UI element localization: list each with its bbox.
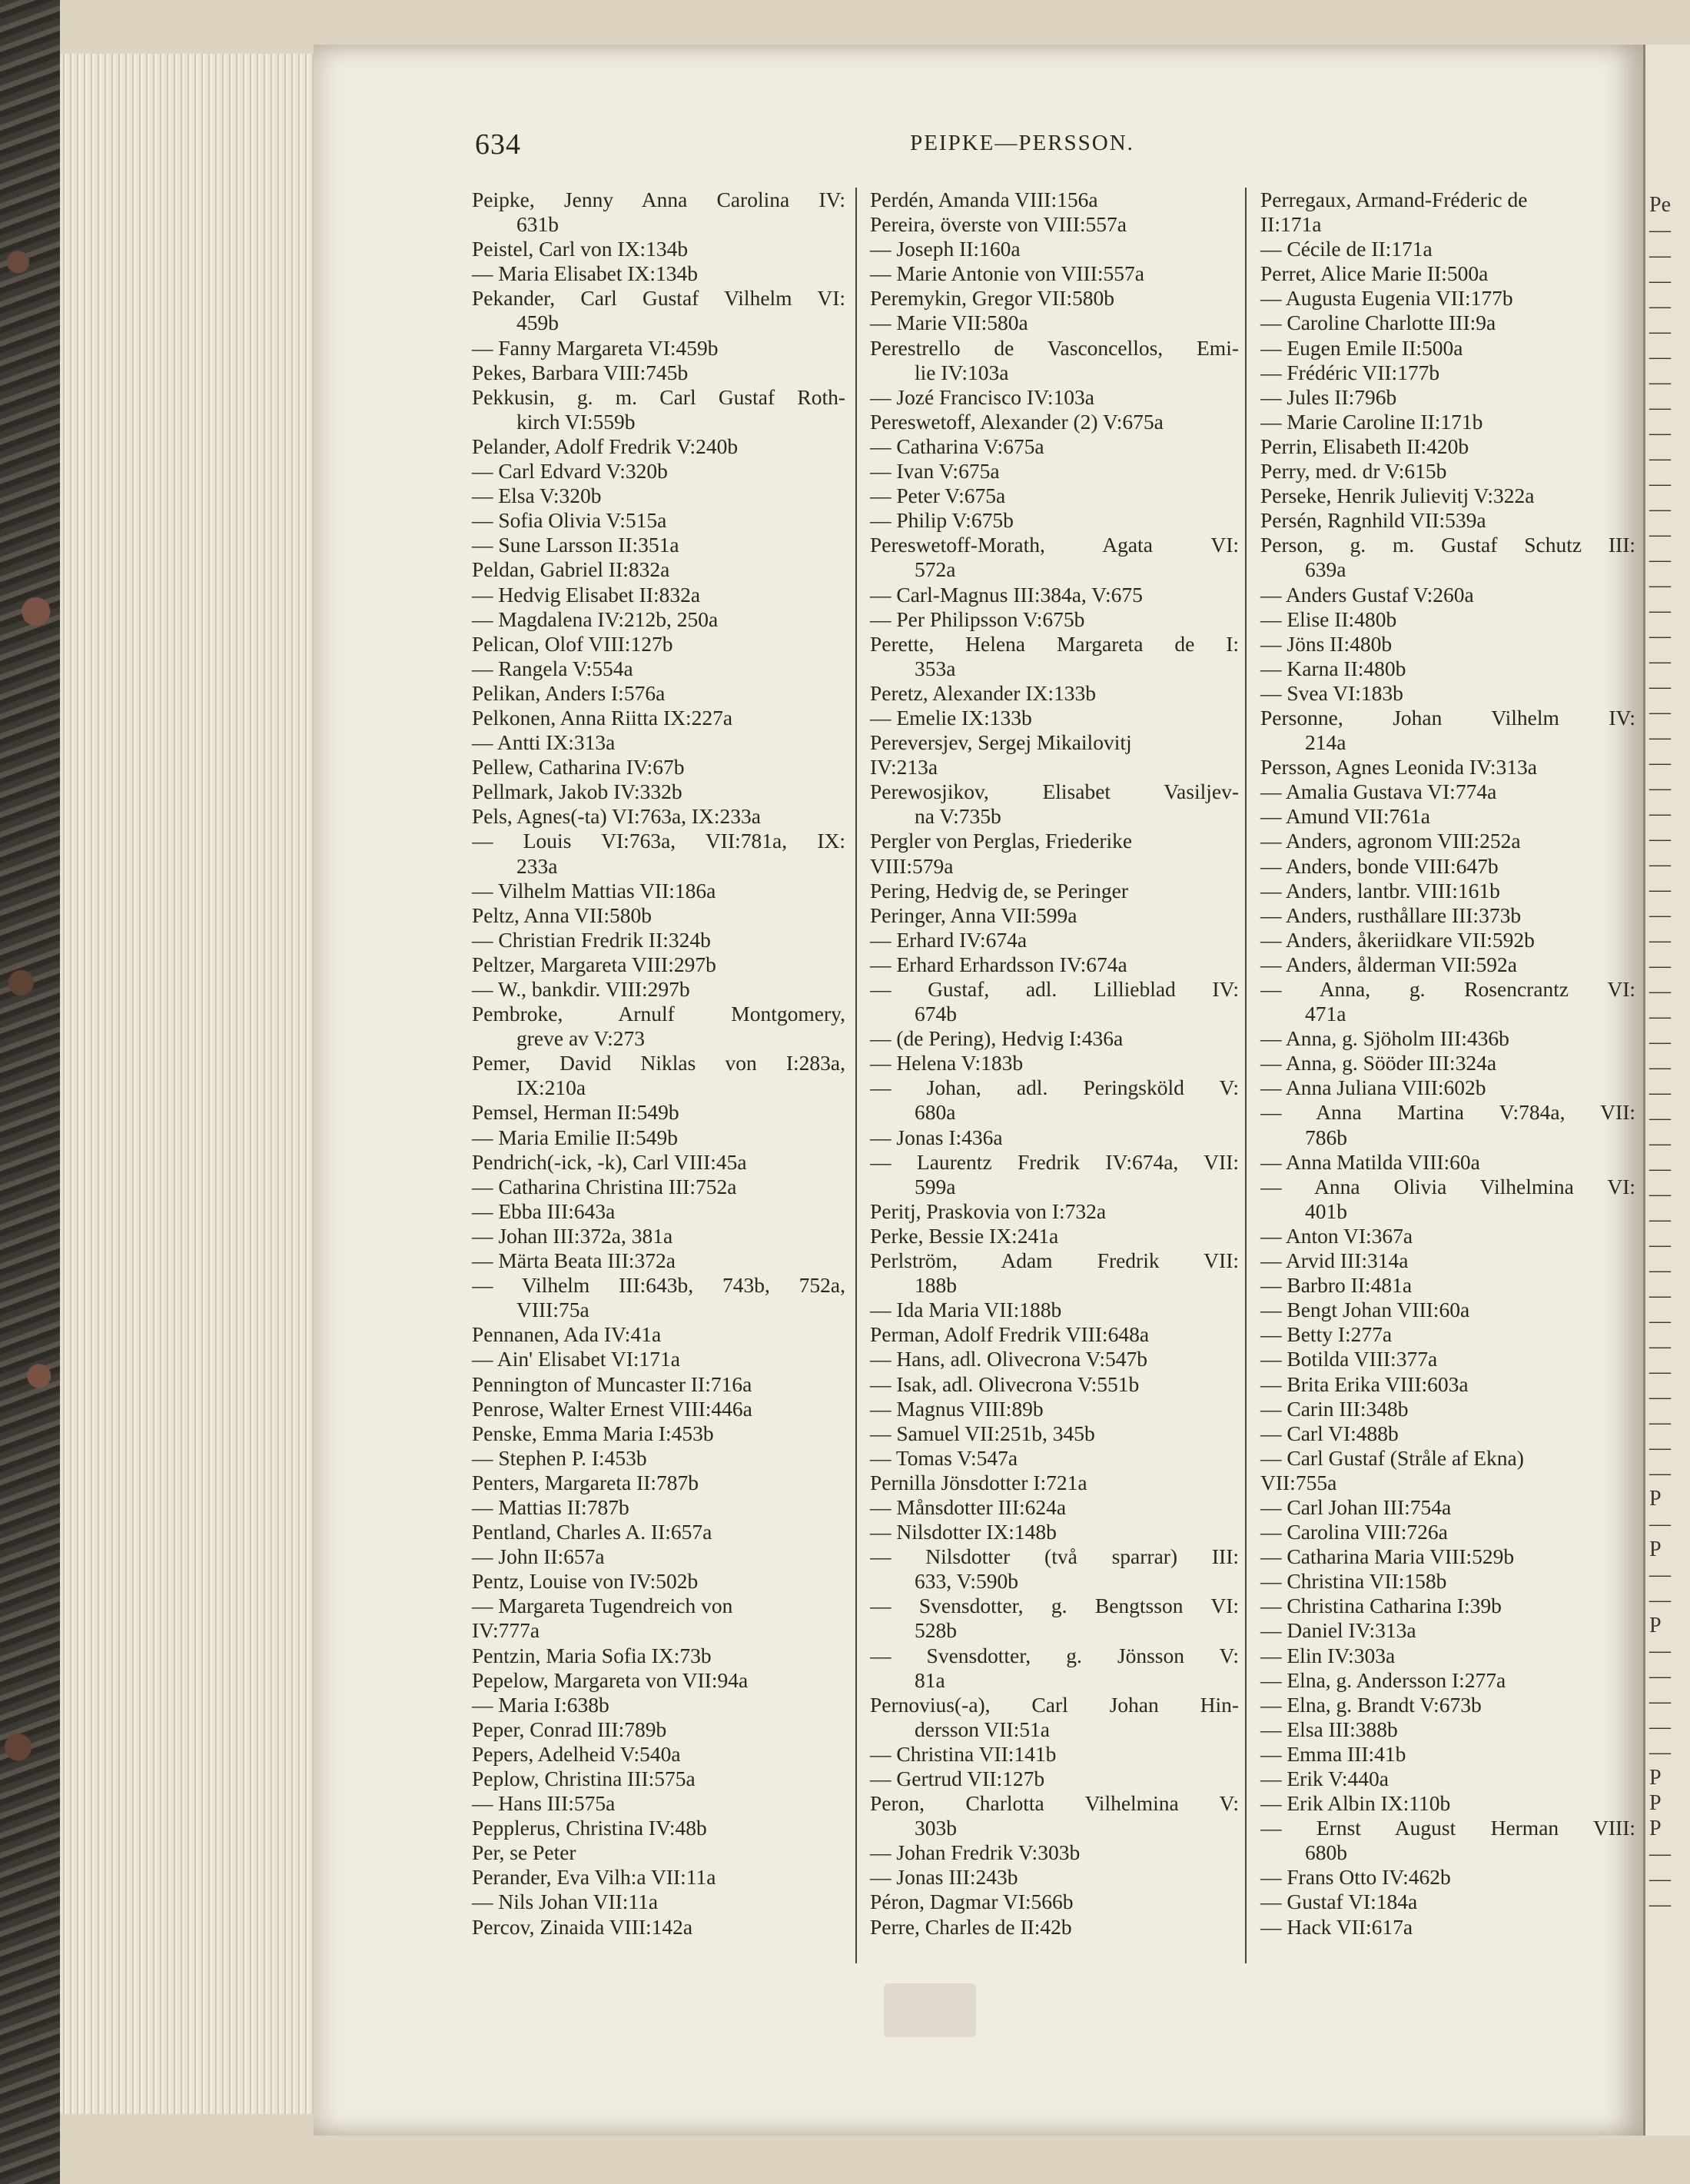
facing-page-fragment: — <box>1649 1563 1671 1587</box>
index-entry-line: — Louis VI:763a, VII:781a, IX: <box>472 829 845 853</box>
index-entry-line: 674b <box>915 1002 957 1026</box>
facing-page-fragment: — <box>1649 1664 1671 1688</box>
facing-page-fragment: — <box>1649 447 1671 470</box>
index-entry-line: Pellmark, Jakob IV:332b <box>472 780 682 804</box>
index-entry-line: — Elna, g. Brandt V:673b <box>1260 1692 1482 1717</box>
index-entry-line: Pekkusin, g. m. Carl Gustaf Roth- <box>472 384 845 409</box>
index-entry-line: Pereira, överste von VIII:557a <box>870 212 1127 237</box>
index-entry-line: — Carolina VIII:726a <box>1260 1520 1448 1544</box>
facing-page-fragment: — <box>1649 1055 1671 1079</box>
facing-page-fragment: — <box>1649 624 1671 648</box>
facing-page-fragment: — <box>1649 1258 1671 1282</box>
facing-page-fragment: — <box>1649 371 1671 394</box>
index-entry-line: Pentz, Louise von IV:502b <box>472 1569 699 1594</box>
index-entry-line: 633, V:590b <box>915 1569 1018 1594</box>
index-entry-line: — Maria Elisabet IX:134b <box>472 261 699 286</box>
index-entry-line: — Mattias II:787b <box>472 1494 629 1519</box>
index-entry-line: Peritj, Praskovia von I:732a <box>870 1198 1107 1223</box>
index-entry-line: Pepelow, Margareta von VII:94a <box>472 1667 749 1692</box>
index-entry-line: — Carl VI:488b <box>1260 1421 1399 1445</box>
index-entry-line: — Nilsdotter (två sparrar) III: <box>870 1544 1239 1569</box>
facing-page-fragment: — <box>1649 675 1671 699</box>
index-entry-line: Pelkonen, Anna Riitta IX:227a <box>472 705 733 730</box>
index-entry-line: Pernovius(-a), Carl Johan Hin- <box>870 1692 1239 1717</box>
index-entry-line: na V:735b <box>915 804 1001 829</box>
index-entry-line: — Emelie IX:133b <box>870 705 1032 730</box>
index-entry-line: — Anders, åkeriidkare VII:592b <box>1260 927 1535 952</box>
index-entry-line: — Christina VII:158b <box>1260 1569 1447 1594</box>
facing-page-fragment: P <box>1649 1487 1662 1511</box>
facing-page-fragment: — <box>1649 1182 1671 1206</box>
index-entry-line: — Carin III:348b <box>1260 1396 1409 1421</box>
facing-page-fragment: — <box>1649 700 1671 724</box>
index-entry-line: — Arvid III:314a <box>1260 1248 1409 1273</box>
index-entry-line: Peremykin, Gregor VII:580b <box>870 286 1114 311</box>
index-entry-line: Perke, Bessie IX:241a <box>870 1223 1059 1248</box>
facing-page-fragment: — <box>1649 573 1671 597</box>
index-entry-line: — Erik V:440a <box>1260 1767 1390 1790</box>
index-entry-line: 188b <box>915 1273 957 1298</box>
index-entry-line: — Jonas I:436a <box>870 1125 1003 1149</box>
index-entry-line: 401b <box>1305 1198 1347 1223</box>
index-entry-line: — Anna, g. Sjöholm III:436b <box>1260 1026 1509 1051</box>
index-entry-line: Peistel, Carl von IX:134b <box>472 237 689 261</box>
index-entry-line: Pentzin, Maria Sofia IX:73b <box>472 1643 712 1667</box>
index-entry-line: — Sofia Olivia V:515a <box>472 508 667 533</box>
index-entry-line: Persén, Ragnhild VII:539a <box>1260 508 1486 533</box>
index-entry-line: — (de Pering), Hedvig I:436a <box>870 1026 1124 1051</box>
index-entry-line: Peltzer, Margareta VIII:297b <box>472 952 716 976</box>
facing-page-fragment: — <box>1649 421 1671 445</box>
index-entry-line: — Erik Albin IX:110b <box>1260 1791 1451 1816</box>
facing-page-fragment: — <box>1649 1867 1671 1891</box>
index-entry-line: greve av V:273 <box>516 1026 645 1051</box>
facing-page-fragment: P <box>1649 1537 1662 1561</box>
facing-page-fragment: — <box>1649 1132 1671 1155</box>
index-entry-line: Perestrello de Vasconcellos, Emi- <box>870 335 1239 360</box>
facing-page-fragment: — <box>1649 345 1671 369</box>
column-divider-1 <box>855 188 857 1963</box>
index-entry-line: — Catharina Maria VIII:529b <box>1260 1544 1515 1569</box>
facing-page-fragment: — <box>1649 1411 1671 1434</box>
index-entry-line: Pemsel, Herman II:549b <box>472 1100 679 1125</box>
index-entry-line: — Catharina V:675a <box>870 434 1044 458</box>
index-entry-line: 572a <box>915 557 956 582</box>
index-entry-line: — Elsa III:388b <box>1260 1717 1398 1741</box>
index-entry-line: VIII:579a <box>870 853 954 878</box>
index-entry-line: — Svea VI:183b <box>1260 680 1403 705</box>
index-entry-line: — Frédéric VII:177b <box>1260 360 1440 384</box>
index-entry-line: 81a <box>915 1667 945 1692</box>
index-entry-line: — Maria Emilie II:549b <box>472 1125 679 1149</box>
index-entry-line: — Amalia Gustava VI:774a <box>1260 780 1497 804</box>
index-entry-line: Pennington of Muncaster II:716a <box>472 1371 752 1396</box>
index-entry-line: IV:777a <box>472 1618 540 1643</box>
index-entry-line: Pemer, David Niklas von I:283a, <box>472 1051 845 1075</box>
index-entry-line: Peringer, Anna VII:599a <box>870 903 1077 927</box>
facing-page-fragment: P <box>1649 1791 1662 1815</box>
index-entry-line: — Vilhelm Mattias VII:186a <box>472 878 716 903</box>
index-entry-line: VIII:75a <box>516 1298 589 1322</box>
index-entry-line: — Daniel IV:313a <box>1260 1618 1416 1643</box>
index-entry-line: — Samuel VII:251b, 345b <box>870 1421 1095 1445</box>
index-entry-line: — Hans, adl. Olivecrona V:547b <box>870 1347 1147 1371</box>
index-entry-line: — Anna Matilda VIII:60a <box>1260 1149 1480 1174</box>
index-column-1 <box>472 188 845 1940</box>
index-entry-line: — Magnus VIII:89b <box>870 1396 1044 1421</box>
index-entry-line: — Jules II:796b <box>1260 384 1397 409</box>
index-entry-line: Pentland, Charles A. II:657a <box>472 1520 712 1544</box>
index-entry-line: — Vilhelm III:643b, 743b, 752a, <box>472 1273 845 1298</box>
index-entry-line: — Elise II:480b <box>1260 607 1397 631</box>
facing-page-fragment: — <box>1649 548 1671 572</box>
facing-page-fragment: — <box>1649 1335 1671 1358</box>
index-entry-line: — Anders, rusthållare III:373b <box>1260 903 1522 927</box>
facing-page-fragment: — <box>1649 472 1671 496</box>
facing-page-fragment: — <box>1649 1715 1671 1739</box>
facing-page-fragment: — <box>1649 878 1671 902</box>
index-entry-line: — Anders, ålderman VII:592a <box>1260 952 1517 976</box>
index-entry-line: Pereversjev, Sergej Mikailovitj <box>870 730 1132 755</box>
facing-page-fragment: — <box>1649 802 1671 826</box>
facing-page-fragment: Pe <box>1649 193 1671 217</box>
index-entry-line: 599a <box>915 1174 956 1198</box>
index-entry-line: — Carl Johan III:754a <box>1260 1494 1452 1519</box>
index-entry-line: — Elna, g. Andersson I:277a <box>1260 1667 1506 1692</box>
index-entry-line: — Carl Edvard V:320b <box>472 459 668 484</box>
index-entry-line: — Marie Caroline II:171b <box>1260 409 1483 434</box>
index-entry-line: 214a <box>1305 730 1346 755</box>
index-entry-line: — Joseph II:160a <box>870 237 1021 261</box>
index-entry-line: Peron, Charlotta Vilhelmina V: <box>870 1791 1239 1816</box>
index-column-3 <box>1260 188 1635 1940</box>
index-entry-line: — Catharina Christina III:752a <box>472 1174 737 1198</box>
index-entry-line: — Rangela V:554a <box>472 656 633 680</box>
index-entry-line: Péron, Dagmar VI:566b <box>870 1890 1074 1914</box>
index-entry-line: — Marie VII:580a <box>870 311 1028 335</box>
index-entry-line: — Isak, adl. Olivecrona V:551b <box>870 1371 1140 1396</box>
facing-page-fragment: — <box>1649 396 1671 420</box>
index-entry-line: Peper, Conrad III:789b <box>472 1717 667 1741</box>
index-entry-line: Penters, Margareta II:787b <box>472 1470 699 1494</box>
facing-page-fragment: — <box>1649 1233 1671 1257</box>
index-entry-line: — Ida Maria VII:188b <box>870 1298 1062 1322</box>
index-entry-line: Perewosjikov, Elisabet Vasiljev- <box>870 780 1239 804</box>
facing-page-fragment: — <box>1649 1360 1671 1384</box>
index-entry-line: Perregaux, Armand-Fréderic de <box>1260 188 1528 211</box>
index-entry-line: Pergler von Perglas, Friederike <box>870 829 1133 853</box>
index-entry-line: 680a <box>915 1100 956 1125</box>
index-entry-line: Perre, Charles de II:42b <box>870 1914 1072 1939</box>
index-entry-line: — Gustaf, adl. Lillieblad IV: <box>870 977 1239 1001</box>
facing-page-fragment: — <box>1649 294 1671 318</box>
index-entry-line: — Christina VII:141b <box>870 1741 1057 1766</box>
index-entry-line: Perrin, Elisabeth II:420b <box>1260 434 1469 458</box>
index-entry-line: Peplow, Christina III:575a <box>472 1767 696 1790</box>
index-entry-line: — Johan III:372a, 381a <box>472 1223 673 1248</box>
index-entry-line: — Nilsdotter IX:148b <box>870 1520 1057 1544</box>
index-entry-line: Pelican, Olof VIII:127b <box>472 631 673 656</box>
index-entry-line: Peldan, Gabriel II:832a <box>472 557 670 582</box>
facing-page-fragment: — <box>1649 929 1671 952</box>
index-entry-line: — Helena V:183b <box>870 1051 1024 1075</box>
index-entry-line: IX:210a <box>516 1075 586 1100</box>
index-entry-line: — Månsdotter III:624a <box>870 1494 1067 1519</box>
index-entry-line: — Peter V:675a <box>870 484 1006 508</box>
index-entry-line: — Johan, adl. Peringsköld V: <box>870 1075 1239 1100</box>
facing-page-fragment: — <box>1649 1005 1671 1029</box>
index-entry-line: Pepers, Adelheid V:540a <box>472 1741 681 1766</box>
index-entry-line: 303b <box>915 1816 957 1840</box>
index-entry-line: — Augusta Eugenia VII:177b <box>1260 286 1513 311</box>
index-entry-line: — Hack VII:617a <box>1260 1914 1413 1939</box>
index-entry-line: Personne, Johan Vilhelm IV: <box>1260 705 1635 730</box>
page-stack-edges <box>60 54 315 2114</box>
index-entry-line: — Ain' Elisabet VI:171a <box>472 1347 681 1371</box>
index-entry-line: — Märta Beata III:372a <box>472 1248 676 1273</box>
index-entry-line: — Philip V:675b <box>870 508 1014 533</box>
index-entry-line: — Anders, lantbr. VIII:161b <box>1260 878 1500 903</box>
index-entry-line: — Margareta Tugendreich von <box>472 1594 733 1618</box>
index-entry-line: 786b <box>1305 1125 1347 1149</box>
facing-page-fragment: — <box>1649 1690 1671 1714</box>
facing-page-fragment: — <box>1649 269 1671 293</box>
index-entry-line: — Per Philipsson V:675b <box>870 607 1085 631</box>
facing-page-text-strip <box>1649 192 1690 1917</box>
index-entry-line: — Antti IX:313a <box>472 730 616 755</box>
facing-page-fragment: P <box>1649 1766 1662 1790</box>
facing-page-fragment: — <box>1649 1309 1671 1333</box>
index-entry-line: Peretz, Alexander IX:133b <box>870 680 1097 705</box>
index-entry-line: Person, g. m. Gustaf Schutz III: <box>1260 533 1635 557</box>
index-entry-line: Pernilla Jönsdotter I:721a <box>870 1470 1087 1494</box>
index-entry-line: Penske, Emma Maria I:453b <box>472 1421 714 1445</box>
facing-page-fragment: — <box>1649 1081 1671 1105</box>
facing-page-fragment: P <box>1649 1614 1662 1637</box>
facing-page-fragment: — <box>1649 599 1671 623</box>
index-entry-line: — Ebba III:643a <box>472 1198 616 1223</box>
index-entry-line: — Sune Larsson II:351a <box>472 533 679 557</box>
facing-page-fragment: — <box>1649 827 1671 851</box>
index-entry-line: — Gertrud VII:127b <box>870 1767 1045 1790</box>
index-entry-line: Peipke, Jenny Anna Carolina IV: <box>472 188 845 211</box>
index-entry-line: — Elin IV:303a <box>1260 1643 1396 1667</box>
column-divider-2 <box>1245 188 1247 1963</box>
facing-page-fragment: — <box>1649 1893 1671 1916</box>
index-entry-line: — Jozé Francisco IV:103a <box>870 384 1094 409</box>
index-entry-line: — Fanny Margareta VI:459b <box>472 335 719 360</box>
index-entry-line: 528b <box>915 1618 957 1643</box>
index-entry-line: — John II:657a <box>472 1544 605 1569</box>
index-entry-line: Pekander, Carl Gustaf Vilhelm VI: <box>472 286 845 311</box>
facing-page-fragment: — <box>1649 751 1671 775</box>
facing-page-fragment: — <box>1649 1461 1671 1485</box>
index-entry-line: Perdén, Amanda VIII:156a <box>870 188 1098 211</box>
facing-page-fragment: — <box>1649 1740 1671 1764</box>
index-entry-line: — Brita Erika VIII:603a <box>1260 1371 1469 1396</box>
facing-page-fragment: — <box>1649 726 1671 750</box>
index-entry-line: Pepplerus, Christina IV:48b <box>472 1816 707 1840</box>
facing-page-fragment: — <box>1649 1512 1671 1536</box>
index-entry-line: — Carl-Magnus III:384a, V:675 <box>870 582 1143 607</box>
index-entry-line: — Christian Fredrik II:324b <box>472 927 711 952</box>
index-entry-line: 639a <box>1305 557 1346 582</box>
index-entry-line: Pembroke, Arnulf Montgomery, <box>472 1002 845 1026</box>
index-entry-line: — Hans III:575a <box>472 1791 616 1816</box>
index-entry-line: — Amund VII:761a <box>1260 804 1431 829</box>
index-entry-line: — Betty I:277a <box>1260 1322 1393 1347</box>
index-entry-line: — Eugen Emile II:500a <box>1260 335 1463 360</box>
index-column-2 <box>870 188 1239 1940</box>
index-entry-line: — Ernst August Herman VIII: <box>1260 1816 1635 1840</box>
facing-page-fragment: P <box>1649 1817 1662 1840</box>
index-entry-line: — Johan Fredrik V:303b <box>870 1840 1081 1865</box>
index-entry-line: — Anna Juliana VIII:602b <box>1260 1075 1486 1100</box>
index-entry-line: — Anton VI:367a <box>1260 1223 1413 1248</box>
index-entry-line: — Caroline Charlotte III:9a <box>1260 311 1496 335</box>
index-entry-line: — Anna, g. Sööder III:324a <box>1260 1051 1497 1075</box>
index-entry-line: 233a <box>516 853 558 878</box>
index-entry-line: — Maria I:638b <box>472 1692 609 1717</box>
facing-page-fragment: — <box>1649 1030 1671 1054</box>
index-entry-line: — Anders Gustaf V:260a <box>1260 582 1474 607</box>
facing-page-fragment: — <box>1649 954 1671 978</box>
facing-page-fragment: — <box>1649 497 1671 521</box>
index-entry-line: — Carl Gustaf (Stråle af Ekna) <box>1260 1445 1524 1470</box>
facing-page-fragment: — <box>1649 853 1671 876</box>
index-entry-line: — Erhard Erhardsson IV:674a <box>870 952 1127 976</box>
index-entry-line: — Ivan V:675a <box>870 459 1000 484</box>
index-entry-line: Penrose, Walter Ernest VIII:446a <box>472 1396 752 1421</box>
index-entry-line: Pelikan, Anders I:576a <box>472 680 666 705</box>
index-entry-line: Per, se Peter <box>472 1840 576 1865</box>
index-entry-line: Perret, Alice Marie II:500a <box>1260 261 1489 286</box>
facing-page-fragment: — <box>1649 1842 1671 1866</box>
index-entry-line: Perseke, Henrik Julievitj V:322a <box>1260 484 1535 508</box>
index-entry-line: — Stephen P. I:453b <box>472 1445 647 1470</box>
index-entry-line: Pels, Agnes(-ta) VI:763a, IX:233a <box>472 804 762 829</box>
index-entry-line: 680b <box>1305 1840 1347 1865</box>
index-entry-line: — Svensdotter, g. Bengtsson VI: <box>870 1594 1239 1618</box>
index-entry-line: — Anna Martina V:784a, VII: <box>1260 1100 1635 1125</box>
index-entry-line: — Svensdotter, g. Jönsson V: <box>870 1643 1239 1667</box>
index-entry-line: — Anna, g. Rosencrantz VI: <box>1260 977 1635 1001</box>
index-entry-line: 353a <box>915 656 956 680</box>
index-entry-line: Perander, Eva Vilh:a VII:11a <box>472 1865 716 1890</box>
index-entry-line: — Botilda VIII:377a <box>1260 1347 1438 1371</box>
index-entry-line: Pereswetoff, Alexander (2) V:675a <box>870 409 1164 434</box>
facing-page-fragment: — <box>1649 1588 1671 1612</box>
index-entry-line: — Bengt Johan VIII:60a <box>1260 1298 1470 1322</box>
facing-page-fragment: — <box>1649 776 1671 800</box>
index-entry-line: kirch VI:559b <box>516 409 636 434</box>
index-entry-line: Persson, Agnes Leonida IV:313a <box>1260 755 1537 780</box>
facing-page-fragment: — <box>1649 650 1671 673</box>
facing-page-fragment: — <box>1649 979 1671 1003</box>
index-entry-line: — Magdalena IV:212b, 250a <box>472 607 719 631</box>
running-head-title: PEIPKE—PERSSON. <box>910 131 1134 155</box>
index-entry-line: Perry, med. dr V:615b <box>1260 459 1447 484</box>
book-spine-marbled-cover <box>0 0 60 2184</box>
index-entry-line: VII:755a <box>1260 1470 1337 1494</box>
index-entry-line: 459b <box>516 311 559 335</box>
index-entry-line: — Gustaf VI:184a <box>1260 1890 1418 1914</box>
index-entry-line: — Frans Otto IV:462b <box>1260 1865 1451 1890</box>
index-entry-line: dersson VII:51a <box>915 1717 1050 1741</box>
index-entry-line: Pering, Hedvig de, se Peringer <box>870 878 1129 903</box>
index-entry-line: Pendrich(-ick, -k), Carl VIII:45a <box>472 1149 747 1174</box>
page-number: 634 <box>475 128 521 161</box>
facing-page-fragment: — <box>1649 320 1671 344</box>
index-entry-line: — Elsa V:320b <box>472 484 602 508</box>
index-entry-line: Peltz, Anna VII:580b <box>472 903 652 927</box>
index-entry-line: — Hedvig Elisabet II:832a <box>472 582 701 607</box>
index-entry-line: Pennanen, Ada IV:41a <box>472 1322 662 1347</box>
index-entry-line: Perette, Helena Margareta de I: <box>870 631 1239 656</box>
index-entry-line: Pelander, Adolf Fredrik V:240b <box>472 434 739 458</box>
facing-page-fragment: — <box>1649 1208 1671 1232</box>
facing-page-fragment: — <box>1649 1385 1671 1409</box>
index-entry-line: — Cécile de II:171a <box>1260 237 1433 261</box>
index-entry-line: 471a <box>1305 1002 1346 1026</box>
index-entry-line: Pekes, Barbara VIII:745b <box>472 360 689 384</box>
index-entry-line: — Erhard IV:674a <box>870 927 1028 952</box>
index-entry-line: 631b <box>516 212 559 237</box>
index-entry-line: — Christina Catharina I:39b <box>1260 1594 1502 1618</box>
index-entry-line: — Anders, bonde VIII:647b <box>1260 853 1499 878</box>
index-entry-line: — Karna II:480b <box>1260 656 1406 680</box>
facing-page-fragment: — <box>1649 244 1671 268</box>
index-entry-line: — Tomas V:547a <box>870 1445 1018 1470</box>
index-entry-line: Pellew, Catharina IV:67b <box>472 755 685 780</box>
index-entry-line: — Laurentz Fredrik IV:674a, VII: <box>870 1149 1239 1174</box>
facing-page-fragment: — <box>1649 903 1671 927</box>
index-entry-line: Perman, Adolf Fredrik VIII:648a <box>870 1322 1150 1347</box>
index-entry-line: Percov, Zinaida VIII:142a <box>472 1914 693 1939</box>
facing-page-fragment: — <box>1649 1639 1671 1663</box>
facing-page-fragment: — <box>1649 1284 1671 1308</box>
facing-page-fragment: — <box>1649 218 1671 242</box>
index-entry-line: II:171a <box>1260 212 1322 237</box>
index-entry-line: — Jonas III:243b <box>870 1865 1018 1890</box>
index-entry-line: — Anna Olivia Vilhelmina VI: <box>1260 1174 1635 1198</box>
index-entry-line: — Barbro II:481a <box>1260 1273 1413 1298</box>
index-entry-line: Perlström, Adam Fredrik VII: <box>870 1248 1239 1273</box>
facing-page-fragment: — <box>1649 1157 1671 1181</box>
facing-page-fragment: — <box>1649 523 1671 547</box>
index-entry-line: — Jöns II:480b <box>1260 631 1393 656</box>
index-entry-line: — Emma III:41b <box>1260 1741 1406 1766</box>
index-entry-line: lie IV:103a <box>915 360 1009 384</box>
index-entry-line: — Marie Antonie von VIII:557a <box>870 261 1144 286</box>
library-stamp-mark <box>884 1983 976 2037</box>
index-entry-line: — Anders, agronom VIII:252a <box>1260 829 1521 853</box>
index-entry-line: — W., bankdir. VIII:297b <box>472 977 690 1001</box>
facing-page-fragment: — <box>1649 1436 1671 1460</box>
index-entry-line: Pereswetoff-Morath, Agata VI: <box>870 533 1239 557</box>
facing-page-fragment: — <box>1649 1106 1671 1130</box>
index-entry-line: — Nils Johan VII:11a <box>472 1890 659 1914</box>
index-entry-line: IV:213a <box>870 755 938 780</box>
